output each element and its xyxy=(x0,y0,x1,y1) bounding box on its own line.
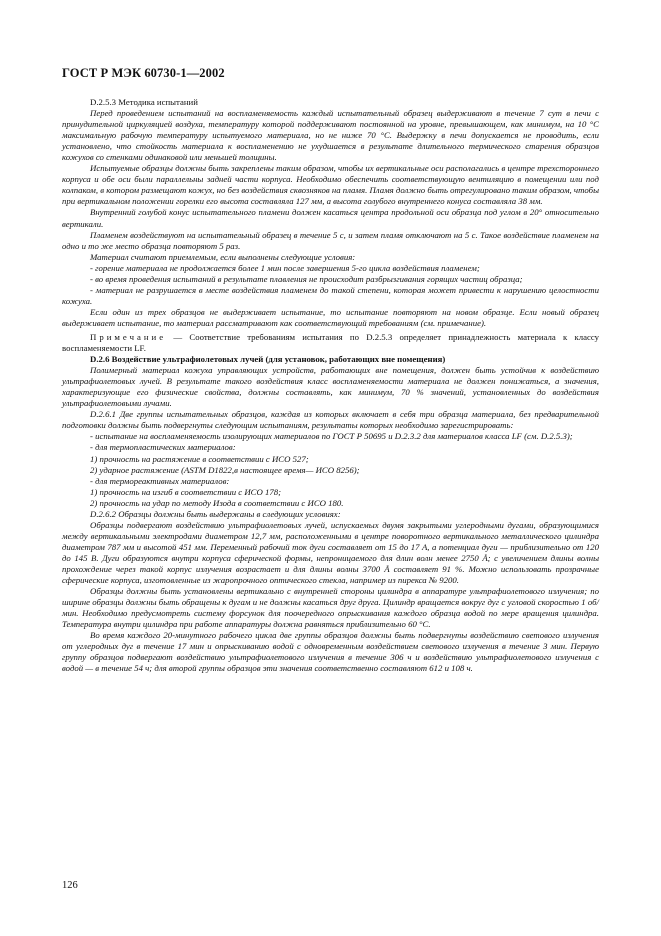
paragraph: D.2.5.3 Методика испытаний xyxy=(90,97,198,107)
paragraph: 2) ударное растяжение (ASTM D1822,в настоящее время— ИСО 8256); xyxy=(90,464,360,475)
paragraph: Если один из трех образцов не выдерживает испытание, то испытание повторяют на новом образце. Если новый образец выдерживает испытание, то материал рассматривают как соответствующий требованиям (см. примечание). xyxy=(62,306,599,328)
paragraph: Внутренний голубой конус испытательного пламени должен касаться центра продольной оси образца под углом в 20° относительно вертикали. xyxy=(62,207,599,229)
note-text: — Соответствие требованиям испытания по D.2.5.3 определяет принадлежность материала к классу воспламеняемости LF. xyxy=(62,331,599,354)
paragraph: - для термопластических материалов: xyxy=(90,442,236,453)
paragraph: 1) прочность на растяжение в соответствии с ИСО 527; xyxy=(90,453,309,464)
paragraph: - материал не разрушается в месте воздействия пламенем до такой степени, которая может привести к нарушению целостности кожуха. xyxy=(62,284,599,306)
paragraph: - во время проведения испытаний в результате плавления не происходит разбрызгивания горящих частиц образца; xyxy=(90,273,523,284)
document-body xyxy=(62,97,599,674)
paragraph: Образцы должны быть установлены вертикально с внутренней стороны цилиндра в аппаратуре ультрафиолетового излучения; по ширине образцы должны быть обращены к дугам и не должны касаться друг друга. Цилиндр вращается вокруг дуг с угловой скоростью 1 об/мин. Необходимо предусмотреть систему форсунок для поочередного опрыскивания каждого образца водой по мере вращения цилиндра. Температура внутри цилиндра при работе аппаратуры должна равняться приблизительно 60 °C. xyxy=(62,586,599,630)
page-number: 126 xyxy=(62,880,78,891)
paragraph: Испытуемые образцы должны быть закреплены таким образом, чтобы их вертикальные оси располагались в центре трехстороннего корпуса и обе оси были параллельны задней части корпуса. Необходимо обеспечить соответствующую вентиляцию в помещении или под колпаком, в котором размещают кожух, но без воздействия сквозняков на пламя. Пламя должно быть отрегулировано таким образом, чтобы при вертикальном положении горелки его высота составляла 127 мм, а высота голубого внутреннего конуса составляла 38 мм. xyxy=(62,163,599,207)
paragraph: Материал считают приемлемым, если выполнены следующие условия: xyxy=(90,251,356,262)
paragraph: Перед проведением испытаний на воспламеняемость каждый испытательный образец выдерживают в течение 7 сут в печи с принудительной циркуляцией воздуха, температуру которой поддерживают постоянной на уровне, превышающем, как минимум, на 10 °C максимальную рабочую температуру испытуемого материала, но не ниже 70 °C. Выдержку в печи допускается не проводить, если установлено, что стойкость материала к воспламенению не ухудшается в результате длительного термического старения образцов кожухов со стенками одинаковой или меньшей толщины. xyxy=(62,108,599,163)
paragraph xyxy=(62,332,599,354)
paragraph: Полимерный материал кожуха управляющих устройств, работающих вне помещения, должен быть устойчив к воздействию ультрафиолетовых лучей. В результате такого воздействия класс воспламеняемости материала не должен понижаться, а значения, характеризующие его физические свойства, должны составлять, как минимум, 70 % значений, установленных до воздействия ультрафиолетовыми лучами. xyxy=(62,365,599,409)
paragraph: D.2.6.1 Две группы испытательных образцов, каждая из которых включает в себя три образца материала, без предварительной подготовки должны быть подвергнуты следующим испытаниям, результаты которых необходимо зарегистрировать: xyxy=(62,409,599,431)
paragraph: Образцы подвергают воздействию ультрафиолетовых лучей, испускаемых двумя закрытыми углеродными дугами, образующимися между вертикальными электродами диаметром 12,7 мм, расположенными в центре поворотного вертикального металлического цилиндра диаметром 787 мм и высотой 451 мм. Переменный рабочий ток дуги составляет от 15 до 17 А, а потенциал дуги — приблизительно от 120 до 145 В. Дуги образуются внутри корпуса сферической формы, непроницаемого для длин волн менее 2750 Å; с увеличением длины волны прохождение через такой корпус излучения возрастает и для длины волны 3700 Å составляет 91 %. Можно использовать прозрачные сферические корпуса, изготовленные из жаропрочного оптического стекла, например из пирекса № 9200. xyxy=(62,519,599,586)
paragraph: Во время каждого 20-минутного рабочего цикла две группы образцов должны быть подвергнуты воздействию светового излучения от углеродных дуг в течение 17 мин и опрыскиванию водой с одновременным воздействием светового излучения в течение 3 мин. Первую группу образцов подвергают воздействию ультрафиолетового излучения в течение 306 ч и воздействию ультрафиолетового излучения с водой — в течение 54 ч; для второй группы образцов эти значения соответственно составляют 612 и 108 ч. xyxy=(62,630,599,674)
paragraph: D.2.6 Воздействие ультрафиолетовых лучей (для установок, работающих вне помещения) xyxy=(90,354,446,365)
paragraph: D.2.6.2 Образцы должны быть выдержаны в следующих условиях: xyxy=(90,508,341,519)
paragraph: - горение материала не продолжается более 1 мин после завершения 5-го цикла воздействия пламенем; xyxy=(90,262,480,273)
paragraph: Пламенем воздействуют на испытательный образец в течение 5 с, и затем пламя отключают на 5 с. Такое воздействие пламенем на одно и то же место образца повторяют 5 раз. xyxy=(62,229,599,251)
paragraph: - испытание на воспламеняемость изолирующих материалов по ГОСТ Р 50695 и D.2.3.2 для материалов класса LF (см. D.2.5.3); xyxy=(90,431,573,442)
paragraph: - для термореактивных материалов: xyxy=(90,475,230,486)
note-label: Примечание xyxy=(90,331,167,342)
paragraph: 1) прочность на изгиб в соответствии с ИСО 178; xyxy=(90,486,282,497)
paragraph: 2) прочность на удар по методу Изода в соответствии с ИСО 180. xyxy=(90,497,344,508)
document-header: ГОСТ Р МЭК 60730-1—2002 xyxy=(62,66,225,80)
